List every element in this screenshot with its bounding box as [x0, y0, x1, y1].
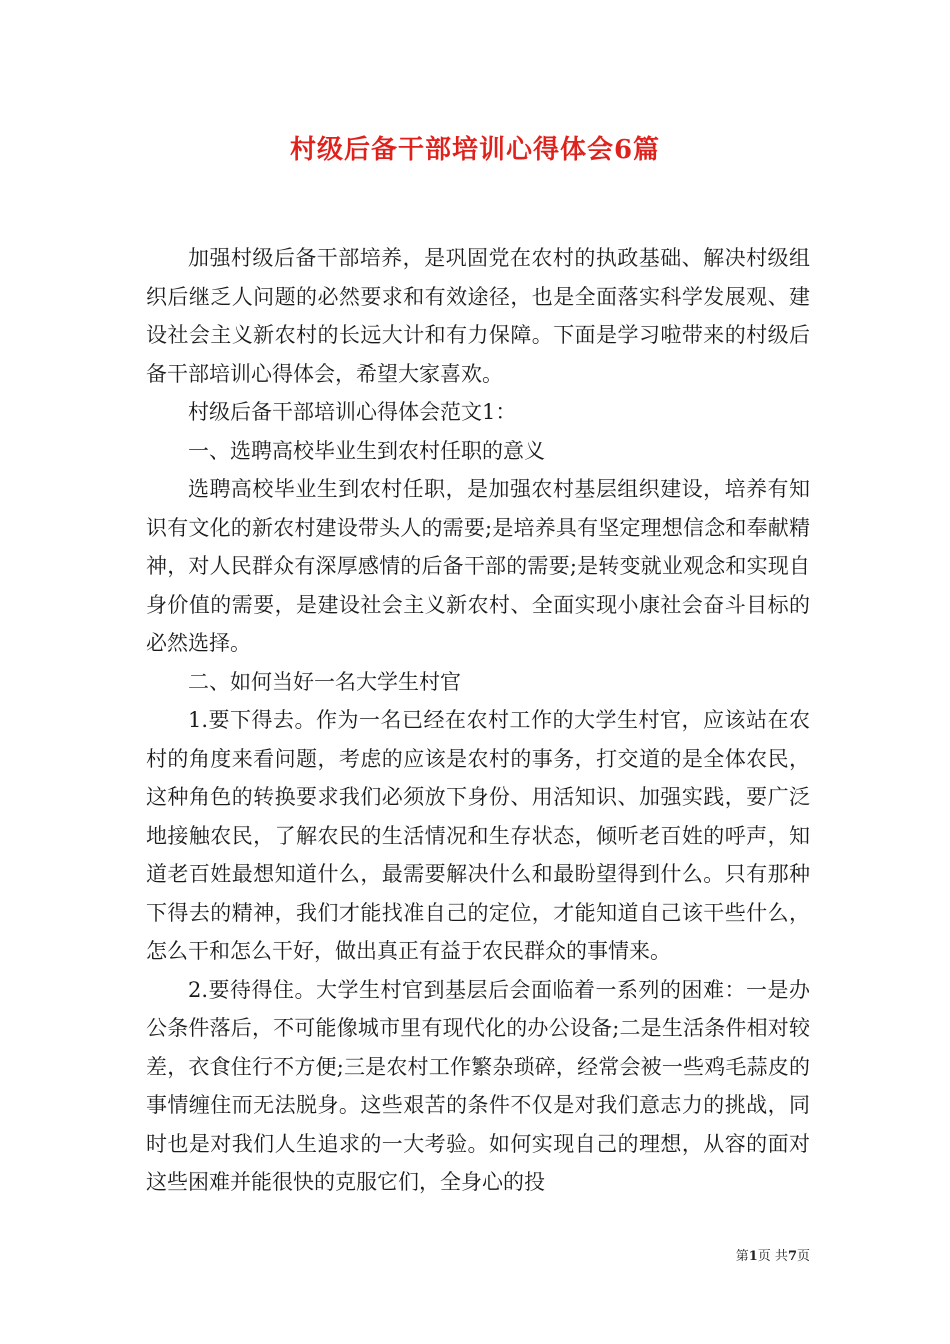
section-heading-2: 二、如何当好一名大学生村官 — [188, 669, 461, 694]
section-paragraph-1: 选聘高校毕业生到农村任职，是加强农村基层组织建设，培养有知识有文化的新农村建设带头人的需要;是培养具有坚定理想信念和奉献精神，对人民群众有深厚感情的后备干部的需要;是转变就业观念和实现自身价值的需要，是建设社会主义新农村、全面实现小康社会奋斗目标的必然选择。 — [146, 477, 810, 655]
page-number-prefix: 第 — [735, 1249, 749, 1264]
essay-heading: 村级后备干部培训心得体会范文1： — [188, 400, 517, 424]
page-number-total: 7 — [787, 1249, 797, 1264]
document-body — [146, 239, 810, 1202]
document-title: 村级后备干部培训心得体会6篇 — [289, 135, 661, 165]
point-paragraph-1: 1.要下得去。作为一名已经在农村工作的大学生村官，应该站在农村的角度来看问题，考虑的应该是农村的事务，打交道的是全体农民，这种角色的转换要求我们必须放下身份、用活知识、加强实践，要广泛地接触农民，了解农民的生活情况和生存状态，倾听老百姓的呼声，知道老百姓最想知道什么，最需要解决什么和最盼望得到什么。只有那种下得去的精神，我们才能找准自己的定位，才能知道自己该干些什么，怎么干和怎么干好，做出真正有益于农民群众的事情来。 — [146, 708, 810, 963]
section-heading-1: 一、选聘高校毕业生到农村任职的意义 — [188, 438, 545, 463]
page-number — [736, 1248, 810, 1266]
page-number-suffix: 页 — [796, 1249, 810, 1264]
page-number-middle: 页 共 — [757, 1249, 788, 1264]
page-number-current: 1 — [748, 1249, 758, 1264]
point-paragraph-2: 2.要待得住。大学生村官到基层后会面临着一系列的困难：一是办公条件落后，不可能像城市里有现代化的办公设备;二是生活条件相对较差，衣食住行不方便;三是农村工作繁杂琐碎，经常会被一些鸡毛蒜皮的事情缠住而无法脱身。这些艰苦的条件不仅是对我们意志力的挑战，同时也是对我们人生追求的一大考验。如何实现自己的理想，从容的面对这些困难并能很快的克服它们，全身心的投 — [146, 977, 810, 1194]
intro-paragraph: 加强村级后备干部培养，是巩固党在农村的执政基础、解决村级组织后继乏人问题的必然要求和有效途径，也是全面落实科学发展观、建设社会主义新农村的长远大计和有力保障。下面是学习啦带来的村级后备干部培训心得体会，希望大家喜欢。 — [146, 246, 810, 386]
